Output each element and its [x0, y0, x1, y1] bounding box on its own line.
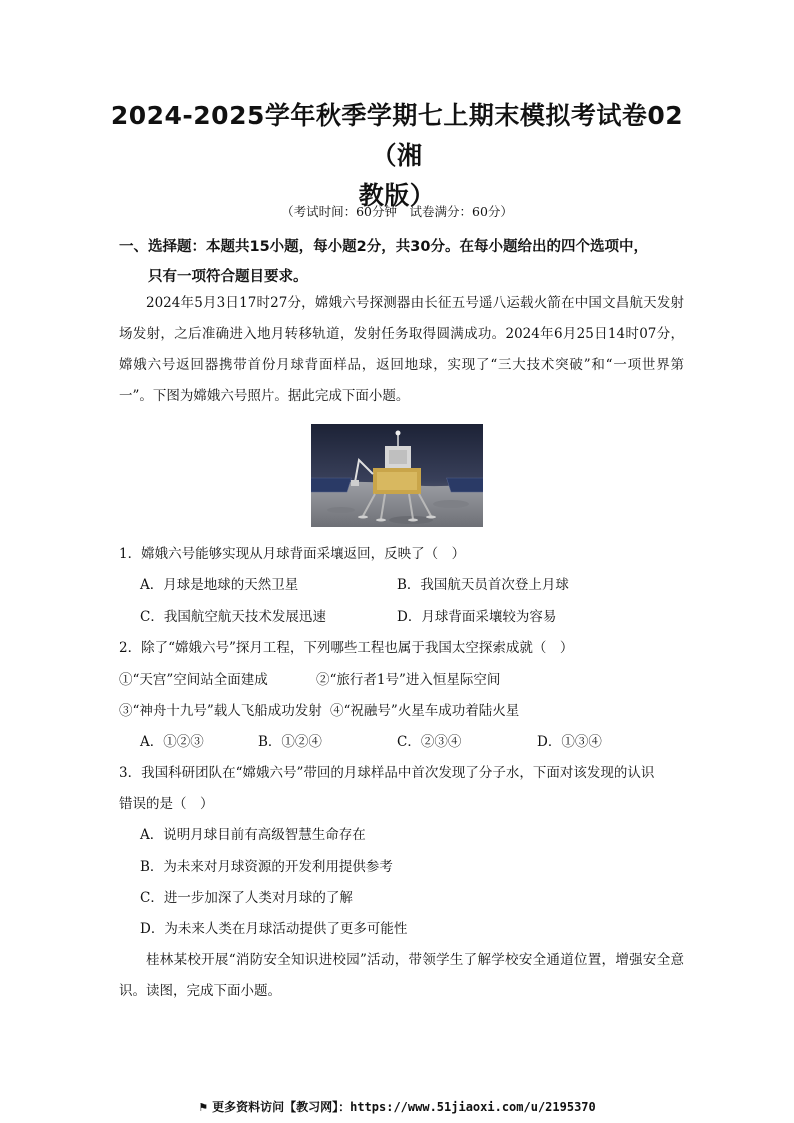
question-3-stem-line-2: 错误的是（ ） [119, 796, 214, 812]
question-3-option-d: D．为未来人类在月球活动提供了更多可能性 [140, 921, 408, 937]
material-paragraph-2: 桂林某校开展“消防安全知识进校园”活动，带领学生了解学校安全通道位置，增强安全意识。读图，完成下面小题。 [119, 952, 684, 999]
question-3-option-c: C．进一步加深了人类对月球的了解 [140, 890, 353, 906]
page-title [100, 96, 694, 216]
question-3-stem-line-1: 3．我国科研团队在“嫦娥六号”带回的月球样品中首次发现了分子水，下面对该发现的认识 [119, 765, 655, 781]
flag-icon: ⚑ [198, 1101, 209, 1114]
question-2-option-d: D．①③④ [537, 734, 602, 750]
footer [0, 1098, 794, 1115]
section-heading-line-2: 只有一项符合题目要求。 [148, 269, 308, 285]
material-paragraph-1: 2024年5月3日17时27分，嫦娥六号探测器由长征五号遥八运载火箭在中国文昌航天发射场发射，之后准确进入地月转移轨道，发射任务取得圆满成功。2024年6月25日14时07分，嫦娥六号返回器携带首份月球背面样品，返回地球，实现了“三大技术突破”和“一项世界第一”。下图为嫦娥六号照片。据此完成下面小题。 [119, 295, 684, 404]
title-line-2: 教版） [358, 181, 436, 210]
question-2-option-a: A．①②③ [140, 734, 204, 750]
question-1-option-b: B．我国航天员首次登上月球 [397, 577, 569, 593]
question-1-stem: 1．嫦娥六号能够实现从月球背面采壤返回，反映了（ ） [119, 546, 466, 562]
question-2-item-4: ④“祝融号”火星车成功着陆火星 [330, 703, 520, 719]
question-2-option-c: C．②③④ [397, 734, 462, 750]
question-3-option-b: B．为未来对月球资源的开发利用提供参考 [140, 859, 393, 875]
section-heading-line-1: 一、选择题：本题共15小题，每小题2分，共30分。在每小题给出的四个选项中， [119, 239, 648, 255]
question-2-option-b: B．①②④ [258, 734, 322, 750]
title-line-1: 2024-2025学年秋季学期七上期末模拟考试卷02（湘 [110, 101, 684, 170]
question-1-option-a: A．月球是地球的天然卫星 [140, 577, 299, 593]
section-heading [119, 232, 684, 292]
question-3-option-a: A．说明月球目前有高级智慧生命存在 [140, 827, 366, 843]
question-2-item-3: ③“神舟十九号”载人飞船成功发射 [119, 703, 322, 719]
chang-e-6-photo [311, 424, 483, 527]
footer-link[interactable]: 更多资料访问【教习网】：https://www.51jiaoxi.com/u/2195370 [212, 1100, 596, 1114]
question-2-item-1: ①“天宫”空间站全面建成 [119, 672, 268, 688]
question-1-option-d: D．月球背面采壤较为容易 [397, 609, 557, 625]
question-2-item-2: ②“旅行者1号”进入恒星际空间 [316, 672, 501, 688]
question-3-stem [119, 758, 689, 819]
question-1-option-c: C．我国航空航天技术发展迅速 [140, 609, 326, 625]
exam-meta: （考试时间：60分钟 试卷满分：60分） [281, 204, 513, 219]
question-2-stem: 2．除了“嫦娥六号”探月工程，下列哪些工程也属于我国太空探索成就（ ） [119, 640, 574, 656]
